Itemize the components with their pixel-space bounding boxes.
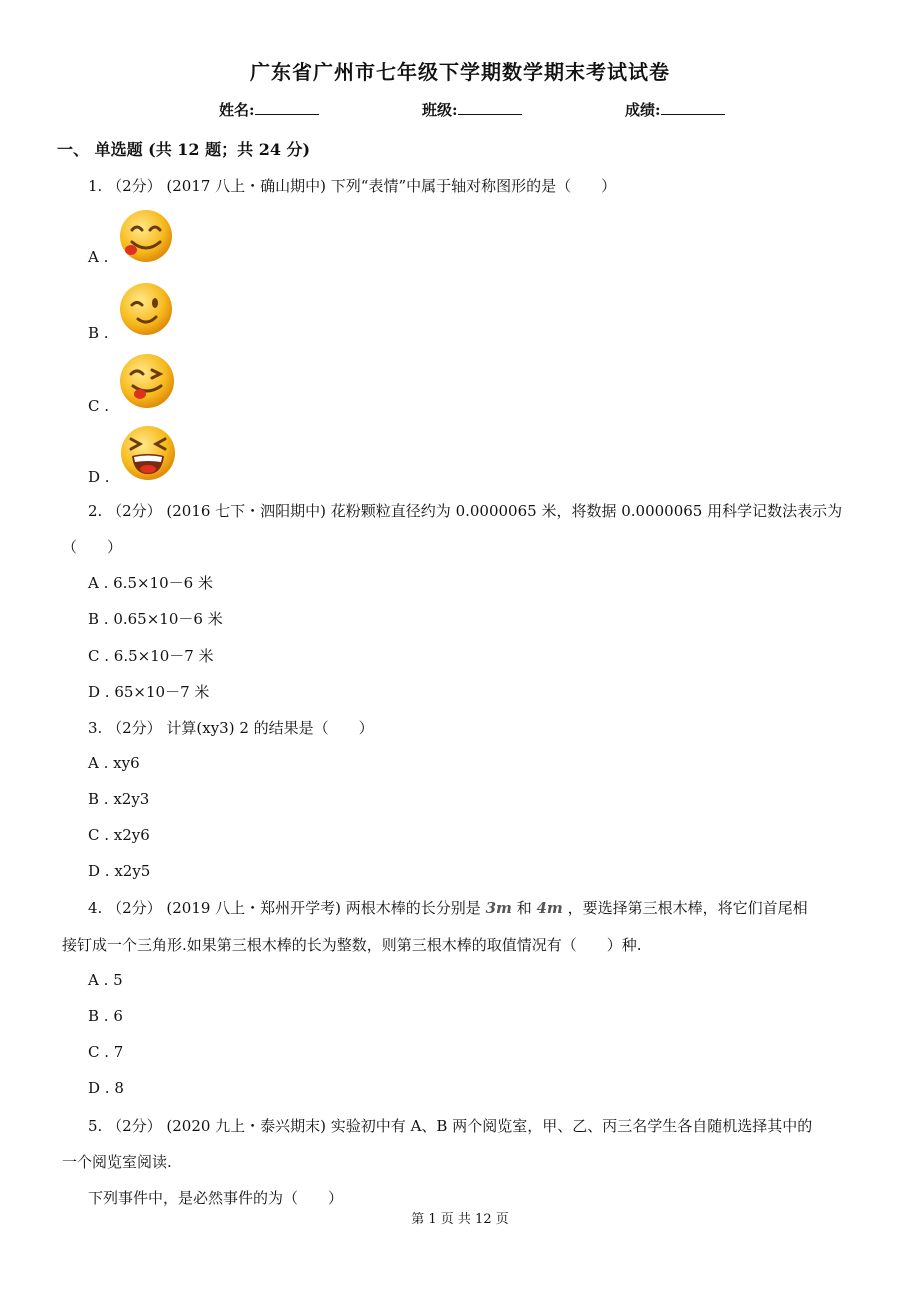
question-3-stem: 3. （2分） 计算(xy3) 2 的结果是（ ） (88, 719, 374, 737)
question-5-stem-line1: 5. （2分） (2020 九上・泰兴期末) 实验初中有 A、B 两个阅览室，甲、乙、丙三名学生各自随机选择其中的 (88, 1117, 813, 1135)
section-heading: 一、 单选题 (共 12 题；共 24 分) (57, 140, 311, 159)
exam-title: 广东省广州市七年级下学期数学期末考试试卷 (250, 60, 670, 84)
class-blank (458, 100, 522, 115)
q2-option-d: D . 65×10－7 米 (88, 683, 210, 701)
question-5-stem-line3: 下列事件中，是必然事件的为（ ） (88, 1189, 344, 1207)
question-5-stem-line2: 一个阅览室阅读. (62, 1153, 172, 1171)
class-label: 班级: (422, 101, 458, 119)
laughing-emoji-icon (118, 424, 178, 482)
question-4-stem-post: ，要选择第三根木棒，将它们首尾相 (567, 899, 808, 917)
question-4-stem-pre: 4. （2分） (2019 八上・郑州开学考) 两根木棒的长分别是 (88, 899, 481, 917)
score-field (625, 99, 725, 120)
wink-smile-emoji-icon (118, 281, 174, 337)
length-4m: 4m (536, 899, 563, 917)
q2-option-a: A . 6.5×10－6 米 (88, 574, 213, 592)
q1-option-b-label: B . (88, 324, 109, 342)
length-3m: 3m (485, 899, 512, 917)
question-1-stem: 1. （2分） (2017 八上・确山期中) 下列“表情”中属于轴对称图形的是（ ） (88, 177, 617, 195)
q4-option-a: A . 5 (88, 971, 123, 989)
question-4-stem-mid: 和 (516, 899, 532, 917)
tongue-out-smile-emoji-icon (118, 208, 174, 264)
q1-option-c-label: C . (88, 397, 110, 415)
q1-option-d-label: D . (88, 468, 110, 486)
q2-option-c: C . 6.5×10－7 米 (88, 647, 214, 665)
question-4-stem-line2: 接钉成一个三角形.如果第三根木棒的长为整数，则第三根木棒的取值情况有（ ）种. (62, 936, 642, 954)
q3-option-b: B . x2y3 (88, 790, 150, 808)
class-field (422, 99, 522, 120)
q3-option-a: A . xy6 (88, 754, 140, 772)
q4-option-d: D . 8 (88, 1079, 124, 1097)
name-label: 姓名: (219, 101, 255, 119)
score-label: 成绩: (625, 101, 661, 119)
q3-option-c: C . x2y6 (88, 826, 150, 844)
q2-option-b: B . 0.65×10－6 米 (88, 610, 223, 628)
score-blank (661, 100, 725, 115)
question-2-stem-line1: 2. （2分） (2016 七下・泗阳期中) 花粉颗粒直径约为 0.0000065 米，将数据 0.0000065 用科学记数法表示为 (88, 502, 843, 520)
page-footer: 第 1 页 共 12 页 (411, 1212, 509, 1227)
name-blank (255, 100, 319, 115)
q4-option-c: C . 7 (88, 1043, 124, 1061)
name-field (219, 99, 319, 120)
wink-tongue-emoji-icon (118, 352, 176, 410)
question-2-stem-line2: （ ） (62, 538, 123, 556)
q1-option-a-label: A . (88, 248, 109, 266)
q4-option-b: B . 6 (88, 1007, 123, 1025)
question-4-stem-line1 (88, 897, 808, 918)
q3-option-d: D . x2y5 (88, 862, 151, 880)
